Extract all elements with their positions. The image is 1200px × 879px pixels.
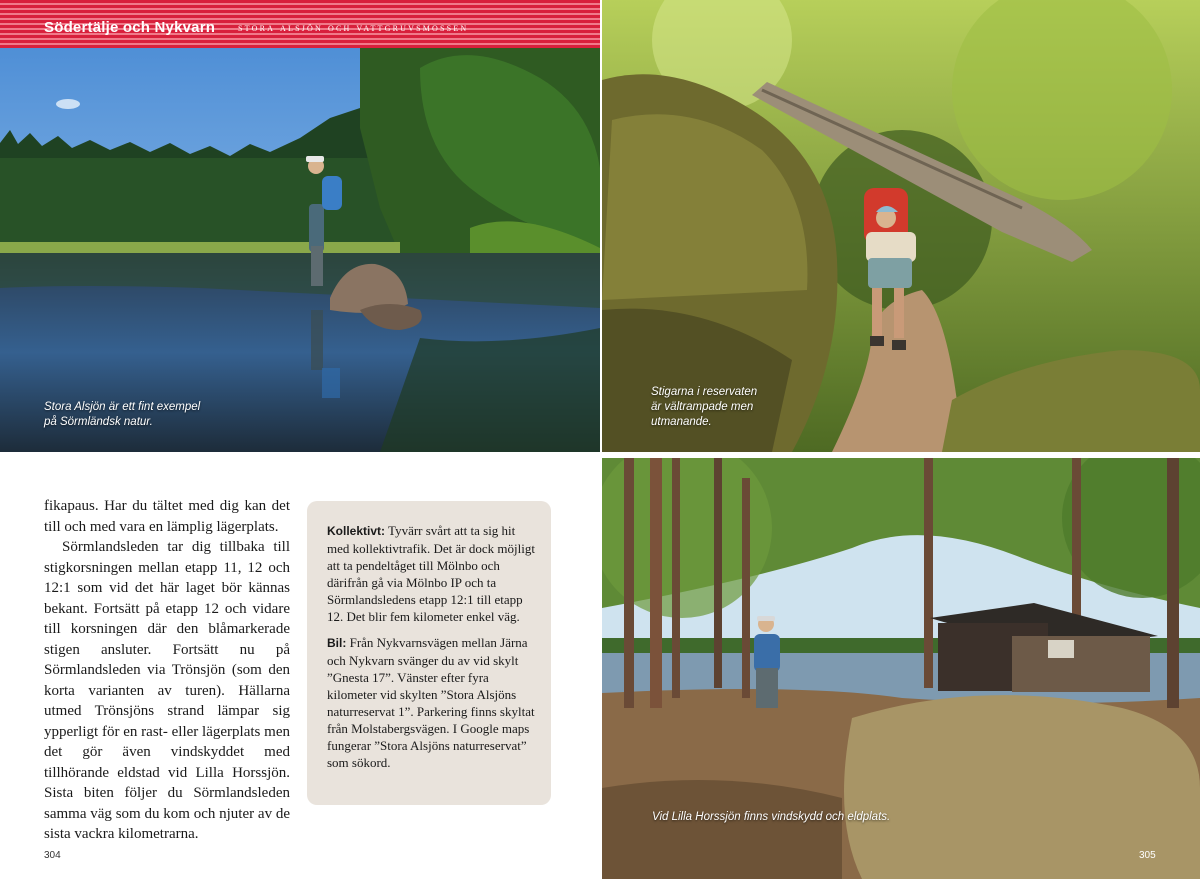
shelter-photo-caption: Vid Lilla Horssjön finns vindskydd och eldplats. (652, 811, 891, 823)
lake-caption-line2: på Sörmländsk natur. (44, 416, 153, 428)
body-paragraph-2: Sörmlandsleden tar dig tillbaka till stigkorsningen mellan etapp 11, 12 och 12:1 som vid det här laget bör kännas bekant. Fortsätt på etapp 12 och vidare till korsningen där den blåmarkerade stigen ansluter. Fortsätt nu på Sörmlandsleden via Trönsjön (som den korta varianten av turen). Hällarna utmed Trönsjöns strand lämpar sig ypperligt för en rast- eller lägerplats men det gör även vindskyddet med tillhörande eldstad vid Lilla Horssjön. Sista biten följer du Sörmlandsleden samma väg som du kom och njuter av de sista vackra kilometrarna. (44, 539, 290, 842)
info-transit-label: Kollektivt: (327, 524, 386, 538)
chapter-title: Södertälje och Nykvarn (44, 19, 216, 36)
info-box (307, 501, 551, 805)
page-number-right: 305 (1139, 850, 1156, 861)
trail-caption-line3: utmanande. (651, 416, 712, 428)
info-car (327, 634, 539, 771)
trail-photo-caption (651, 385, 851, 430)
lake-caption-line1: Stora Alsjön är ett fint exempel (44, 401, 201, 413)
info-car-text: Från Nykvarnsvägen mellan Järna och Nykvarn svänger du av vid skylt ”Gnesta 17”. Vänster efter fyra kilometer vid skylten ”Stora Alsjöns naturreservat 1”. Parkering finns skyltat från Molstabergsvägen. I Google maps fungerar ”Stora Alsjöns naturreservat” som sökord. (327, 635, 535, 770)
chapter-subtitle: stora alsjön och vattgruvsmossen (238, 22, 469, 34)
lake-photo-caption (44, 400, 304, 430)
lake-photo (0, 48, 600, 452)
body-text (44, 496, 290, 845)
trail-caption-line1: Stigarna i reservaten (651, 386, 758, 398)
info-transit-text: Tyvärr svårt att ta sig hit med kollektivtrafik. Det är dock möjligt att ta pendeltåget till Mölnbo och därifrån gå via Mölnbo IP och ta Sörmlandsledens etapp 12:1 till etapp 12. Det blir fem kilometer enkel väg. (327, 523, 535, 624)
info-car-label: Bil: (327, 636, 347, 650)
info-transit (327, 522, 539, 625)
trail-caption-line2: är vältrampade men (651, 401, 754, 413)
page-number-left: 304 (44, 850, 61, 861)
body-paragraph-1: fikapaus. Har du tältet med dig kan det till och med vara en lämplig lägerplats. (44, 498, 290, 535)
